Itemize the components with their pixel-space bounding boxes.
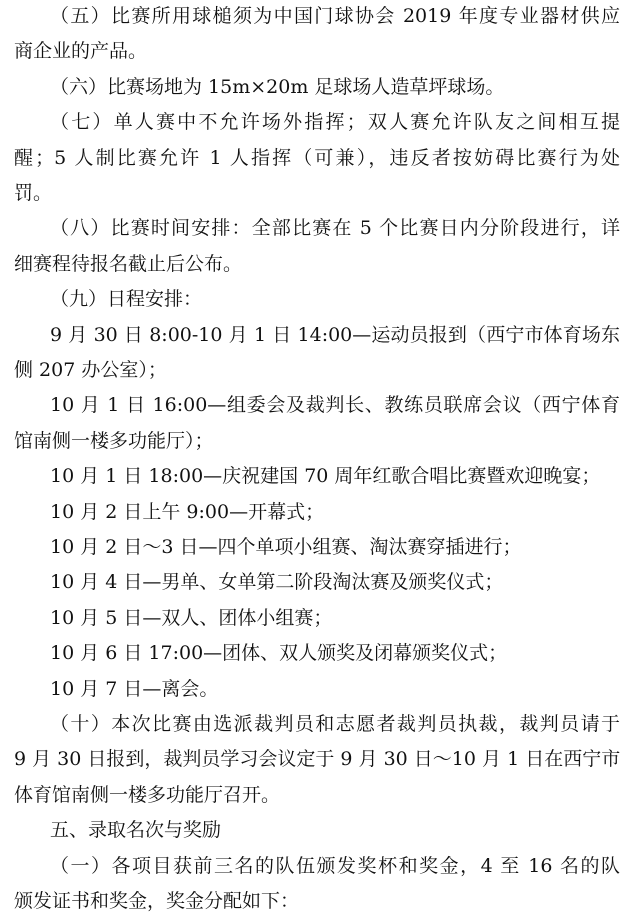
paragraph-line: 9 月 30 日 8:00-10 月 1 日 14:00—运动员报到（西宁市体育场东: [50, 324, 620, 346]
paragraph-line: 体育馆南侧一楼多功能厅召开。: [14, 784, 281, 806]
paragraph-line: 颁发证书和奖金，奖金分配如下：: [14, 890, 300, 912]
paragraph-line: 10 月 7 日—离会。: [50, 678, 219, 700]
paragraph-line: 10 月 4 日—男单、女单第二阶段淘汰赛及颁奖仪式；: [50, 571, 504, 593]
paragraph-line: 10 月 1 日 16:00—组委会及裁判长、教练员联席会议（西宁体育: [50, 394, 620, 416]
paragraph-line: 10 月 6 日 17:00—团体、双人颁奖及闭幕颁奖仪式；: [50, 642, 508, 664]
paragraph-line: 侧 207 办公室）；: [14, 359, 167, 381]
paragraph-line: （一）各项目获前三名的队伍颁发奖杯和奖金，4 至 16 名的队: [50, 855, 620, 877]
paragraph-line: 细赛程待报名截止后公布。: [14, 253, 243, 275]
paragraph-line: 9 月 30 日报到，裁判员学习会议定于 9 月 30 日～10 月 1 日在西宁市: [14, 748, 620, 770]
paragraph-line: （五）比赛所用球槌须为中国门球协会 2019 年度专业器材供应: [50, 5, 620, 27]
paragraph-line: 10 月 2 日～3 日—四个单项小组赛、淘汰赛穿插进行；: [50, 536, 522, 558]
paragraph-line: 馆南侧一楼多功能厅）；: [14, 430, 214, 452]
paragraph-line: （八）比赛时间安排：全部比赛在 5 个比赛日内分阶段进行，详: [50, 217, 620, 239]
section-heading: 五、录取名次与奖励: [50, 819, 222, 841]
paragraph-line: 10 月 1 日 18:00—庆祝建国 70 周年红歌合唱比赛暨欢迎晚宴；: [50, 465, 601, 487]
paragraph-line: 10 月 5 日—双人、团体小组赛；: [50, 607, 333, 629]
paragraph-line: 罚。: [14, 182, 53, 204]
paragraph-line: （七）单人赛中不允许场外指挥；双人赛允许队友之间相互提: [50, 111, 620, 133]
paragraph-line: 醒；5 人制比赛允许 1 人指挥（可兼），违反者按妨碍比赛行为处: [14, 147, 620, 169]
paragraph-line: 10 月 2 日上午 9:00—开幕式；: [50, 501, 325, 523]
paragraph-line: （十）本次比赛由选派裁判员和志愿者裁判员执裁，裁判员请于: [50, 713, 620, 735]
paragraph-line: （六）比赛场地为 15m×20m 足球场人造草坪球场。: [50, 76, 505, 98]
paragraph-line: 商企业的产品。: [14, 40, 148, 62]
paragraph-line: （九）日程安排：: [50, 288, 203, 310]
